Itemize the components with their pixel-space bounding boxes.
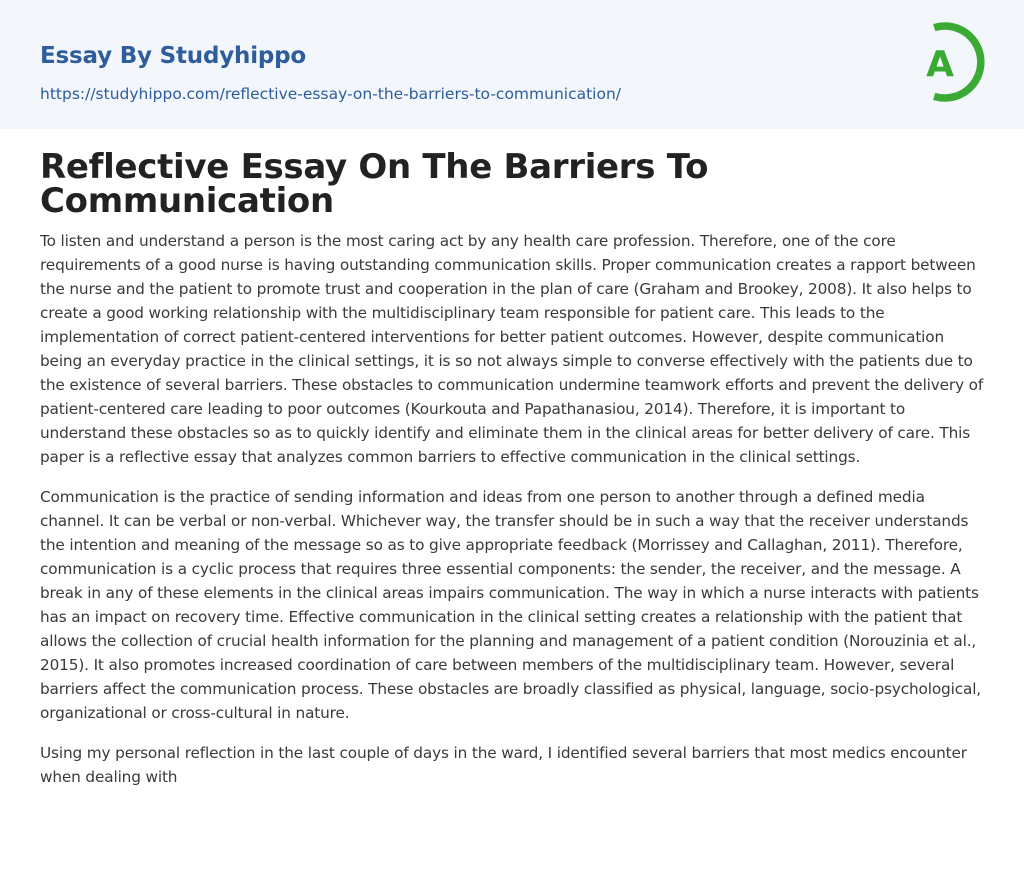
studyhippo-logo-icon[interactable] [912, 19, 986, 105]
brand-title[interactable]: Essay By Studyhippo [40, 43, 307, 69]
paragraph-3: Using my personal reflection in the last couple of days in the ward, I identified several barriers that most medics encounter when dealing with [40, 744, 967, 786]
article-body [40, 229, 988, 805]
article-url-link[interactable]: https://studyhippo.com/reflective-essay-on-the-barriers-to-communication/ [40, 85, 622, 103]
paragraph-2: Communication is the practice of sending information and ideas from one person to another through a defined media channel. It can be verbal or non-verbal. Whichever way, the transfer should be in such a way that the receiver understands the intention and meaning of the message so as to give appropriate feedback (Morrissey and Callaghan, 2011). Therefore, communication is a cyclic process that requires three essential components: the sender, the receiver, and the message. A break in any of these elements in the clinical areas impairs communication. The way in which a nurse interacts with patients has an impact on recovery time. Effective communication in the clinical setting creates a relationship with the patient that allows the collection of crucial health information for the planning and management of a patient condition (Norouzinia et al., 2015). It also promotes increased coordination of care between members of the multidisciplinary team. However, several barriers affect the communication process. These obstacles are broadly classified as physical, language, socio-psychological, organizational or cross-cultural in nature. [40, 488, 982, 722]
logo-letter: A [926, 44, 954, 85]
site-header [0, 0, 1024, 129]
paragraph-1: To listen and understand a person is the most caring act by any health care profession. Therefore, one of the core requirements of a good nurse is having outstanding communication skills. Proper communication creates a rapport between the nurse and the patient to promote trust and cooperation in the plan of care (Graham and Brookey, 2008). It also helps to create a good working relationship with the multidisciplinary team responsible for patient care. This leads to the implementation of correct patient-centered interventions for better patient outcomes. However, despite communication being an everyday practice in the clinical settings, it is so not always simple to converse effectively with the patients due to the existence of several barriers. These obstacles to communication undermine teamwork efforts and prevent the delivery of patient-centered care leading to poor outcomes (Kourkouta and Papathanasiou, 2014). Therefore, it is important to understand these obstacles so as to quickly identify and eliminate them in the clinical areas for better delivery of care. This paper is a reflective essay that analyzes common barriers to effective communication in the clinical settings. [40, 232, 984, 466]
page-title: Reflective Essay On The Barriers To Communication [40, 147, 709, 221]
